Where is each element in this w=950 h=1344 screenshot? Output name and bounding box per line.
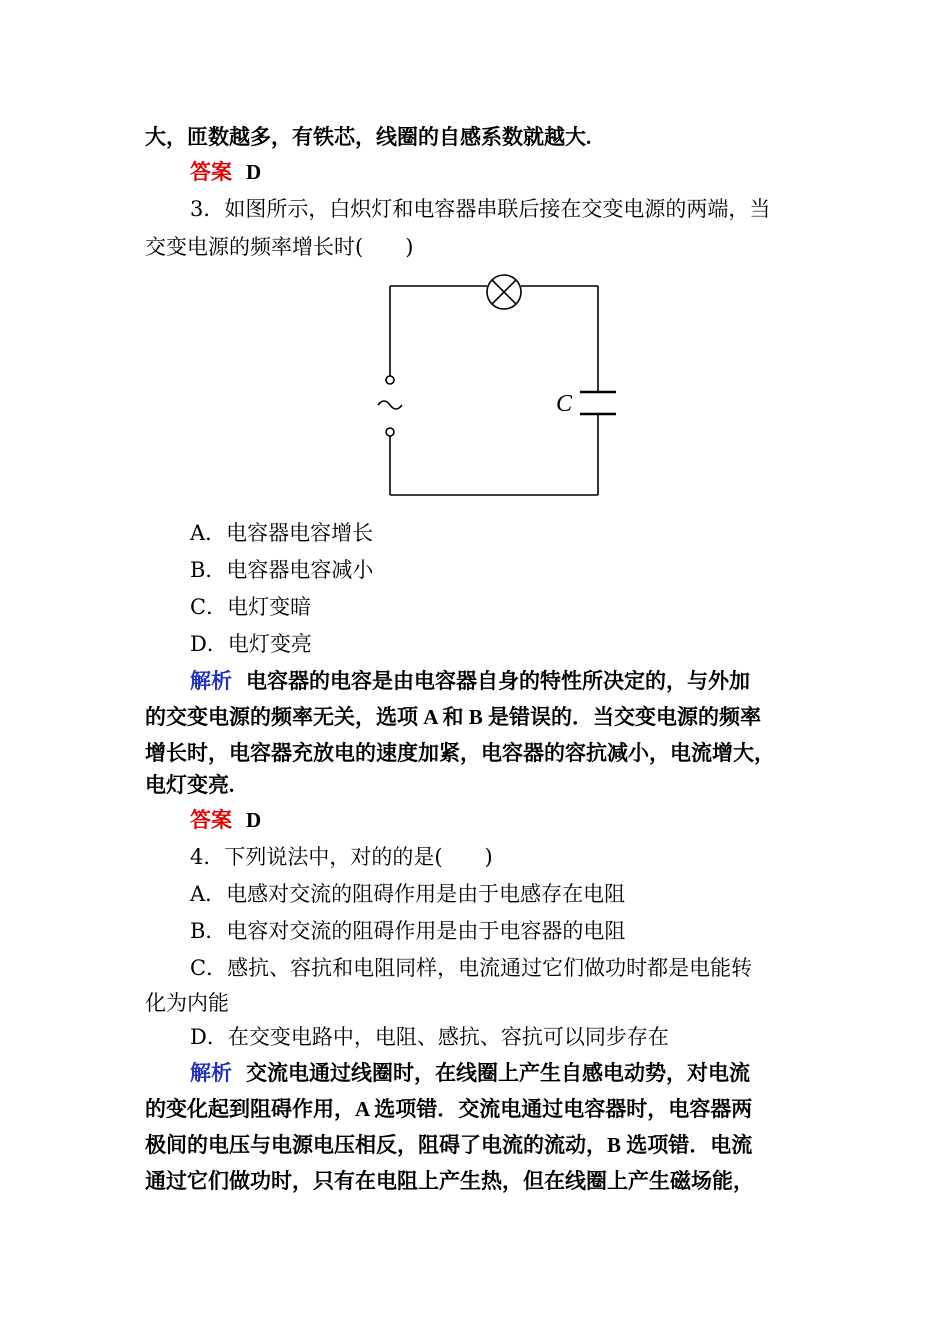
answer-value: D xyxy=(246,808,262,832)
analysis-line: 极间的电压与电源电压相反，阻碍了电流的流动，B 选项错．电流 xyxy=(145,1133,753,1157)
analysis-label: 解析 xyxy=(190,669,232,693)
option-c: C．感抗、容抗和电阻同样，电流通过它们做功时都是电能转 xyxy=(190,956,753,980)
capacitor-label: C xyxy=(556,391,573,417)
answer-label: 答案 xyxy=(190,159,232,184)
option-b: B．电容器电容减小 xyxy=(190,558,374,582)
terminal-icon xyxy=(386,376,394,384)
ac-source-icon xyxy=(378,401,402,409)
terminal-icon xyxy=(386,428,394,436)
answer-label: 答案 xyxy=(190,807,232,832)
option-d: D．电灯变亮 xyxy=(190,632,312,656)
analysis-line xyxy=(190,1058,870,1088)
analysis-label: 解析 xyxy=(190,1061,232,1085)
circuit-diagram xyxy=(370,272,630,504)
analysis-line: 的交变电源的频率无关，选项 A 和 B 是错误的．当交变电源的频率 xyxy=(145,705,762,729)
option-c: C．电灯变暗 xyxy=(190,595,312,619)
option-a: A．电感对交流的阻碍作用是由于电感存在电阻 xyxy=(190,882,626,906)
question-4-stem: 4．下列说法中，对的的是( ) xyxy=(190,845,493,869)
option-a: A．电容器电容增长 xyxy=(190,521,374,545)
analysis-line: 通过它们做功时，只有在电阻上产生热，但在线圈上产生磁场能， xyxy=(145,1169,754,1193)
option-c-continued: 化为内能 xyxy=(145,991,229,1015)
analysis-line: 增长时，电容器充放电的速度加紧，电容器的容抗减小，电流增大， xyxy=(145,741,775,765)
paragraph-continuation: 大，匝数越多，有铁芯，线圈的自感系数就越大. xyxy=(145,125,592,149)
analysis-line: 电灯变亮. xyxy=(145,773,235,797)
option-d: D．在交变电路中，电阻、感抗、容抗可以同步存在 xyxy=(190,1025,669,1049)
answer-line-q3 xyxy=(190,805,870,835)
analysis-text: 电容器的电容是由电容器自身的特性所决定的，与外加 xyxy=(246,669,750,693)
analysis-text: 交流电通过线圈时，在线圈上产生自感电动势，对电流 xyxy=(246,1061,750,1085)
option-b: B．电容对交流的阻碍作用是由于电容器的电阻 xyxy=(190,919,626,943)
answer-value: D xyxy=(246,160,262,184)
analysis-line xyxy=(190,666,870,696)
question-3-stem-line1: 3．如图所示，白炽灯和电容器串联后接在交变电源的两端，当 xyxy=(190,197,771,221)
question-3-stem-line2: 交变电源的频率增长时( ) xyxy=(145,235,414,259)
analysis-line: 的变化起到阻碍作用，A 选项错．交流电通过电容器时，电容器两 xyxy=(145,1097,753,1121)
answer-line-q2 xyxy=(190,157,870,187)
